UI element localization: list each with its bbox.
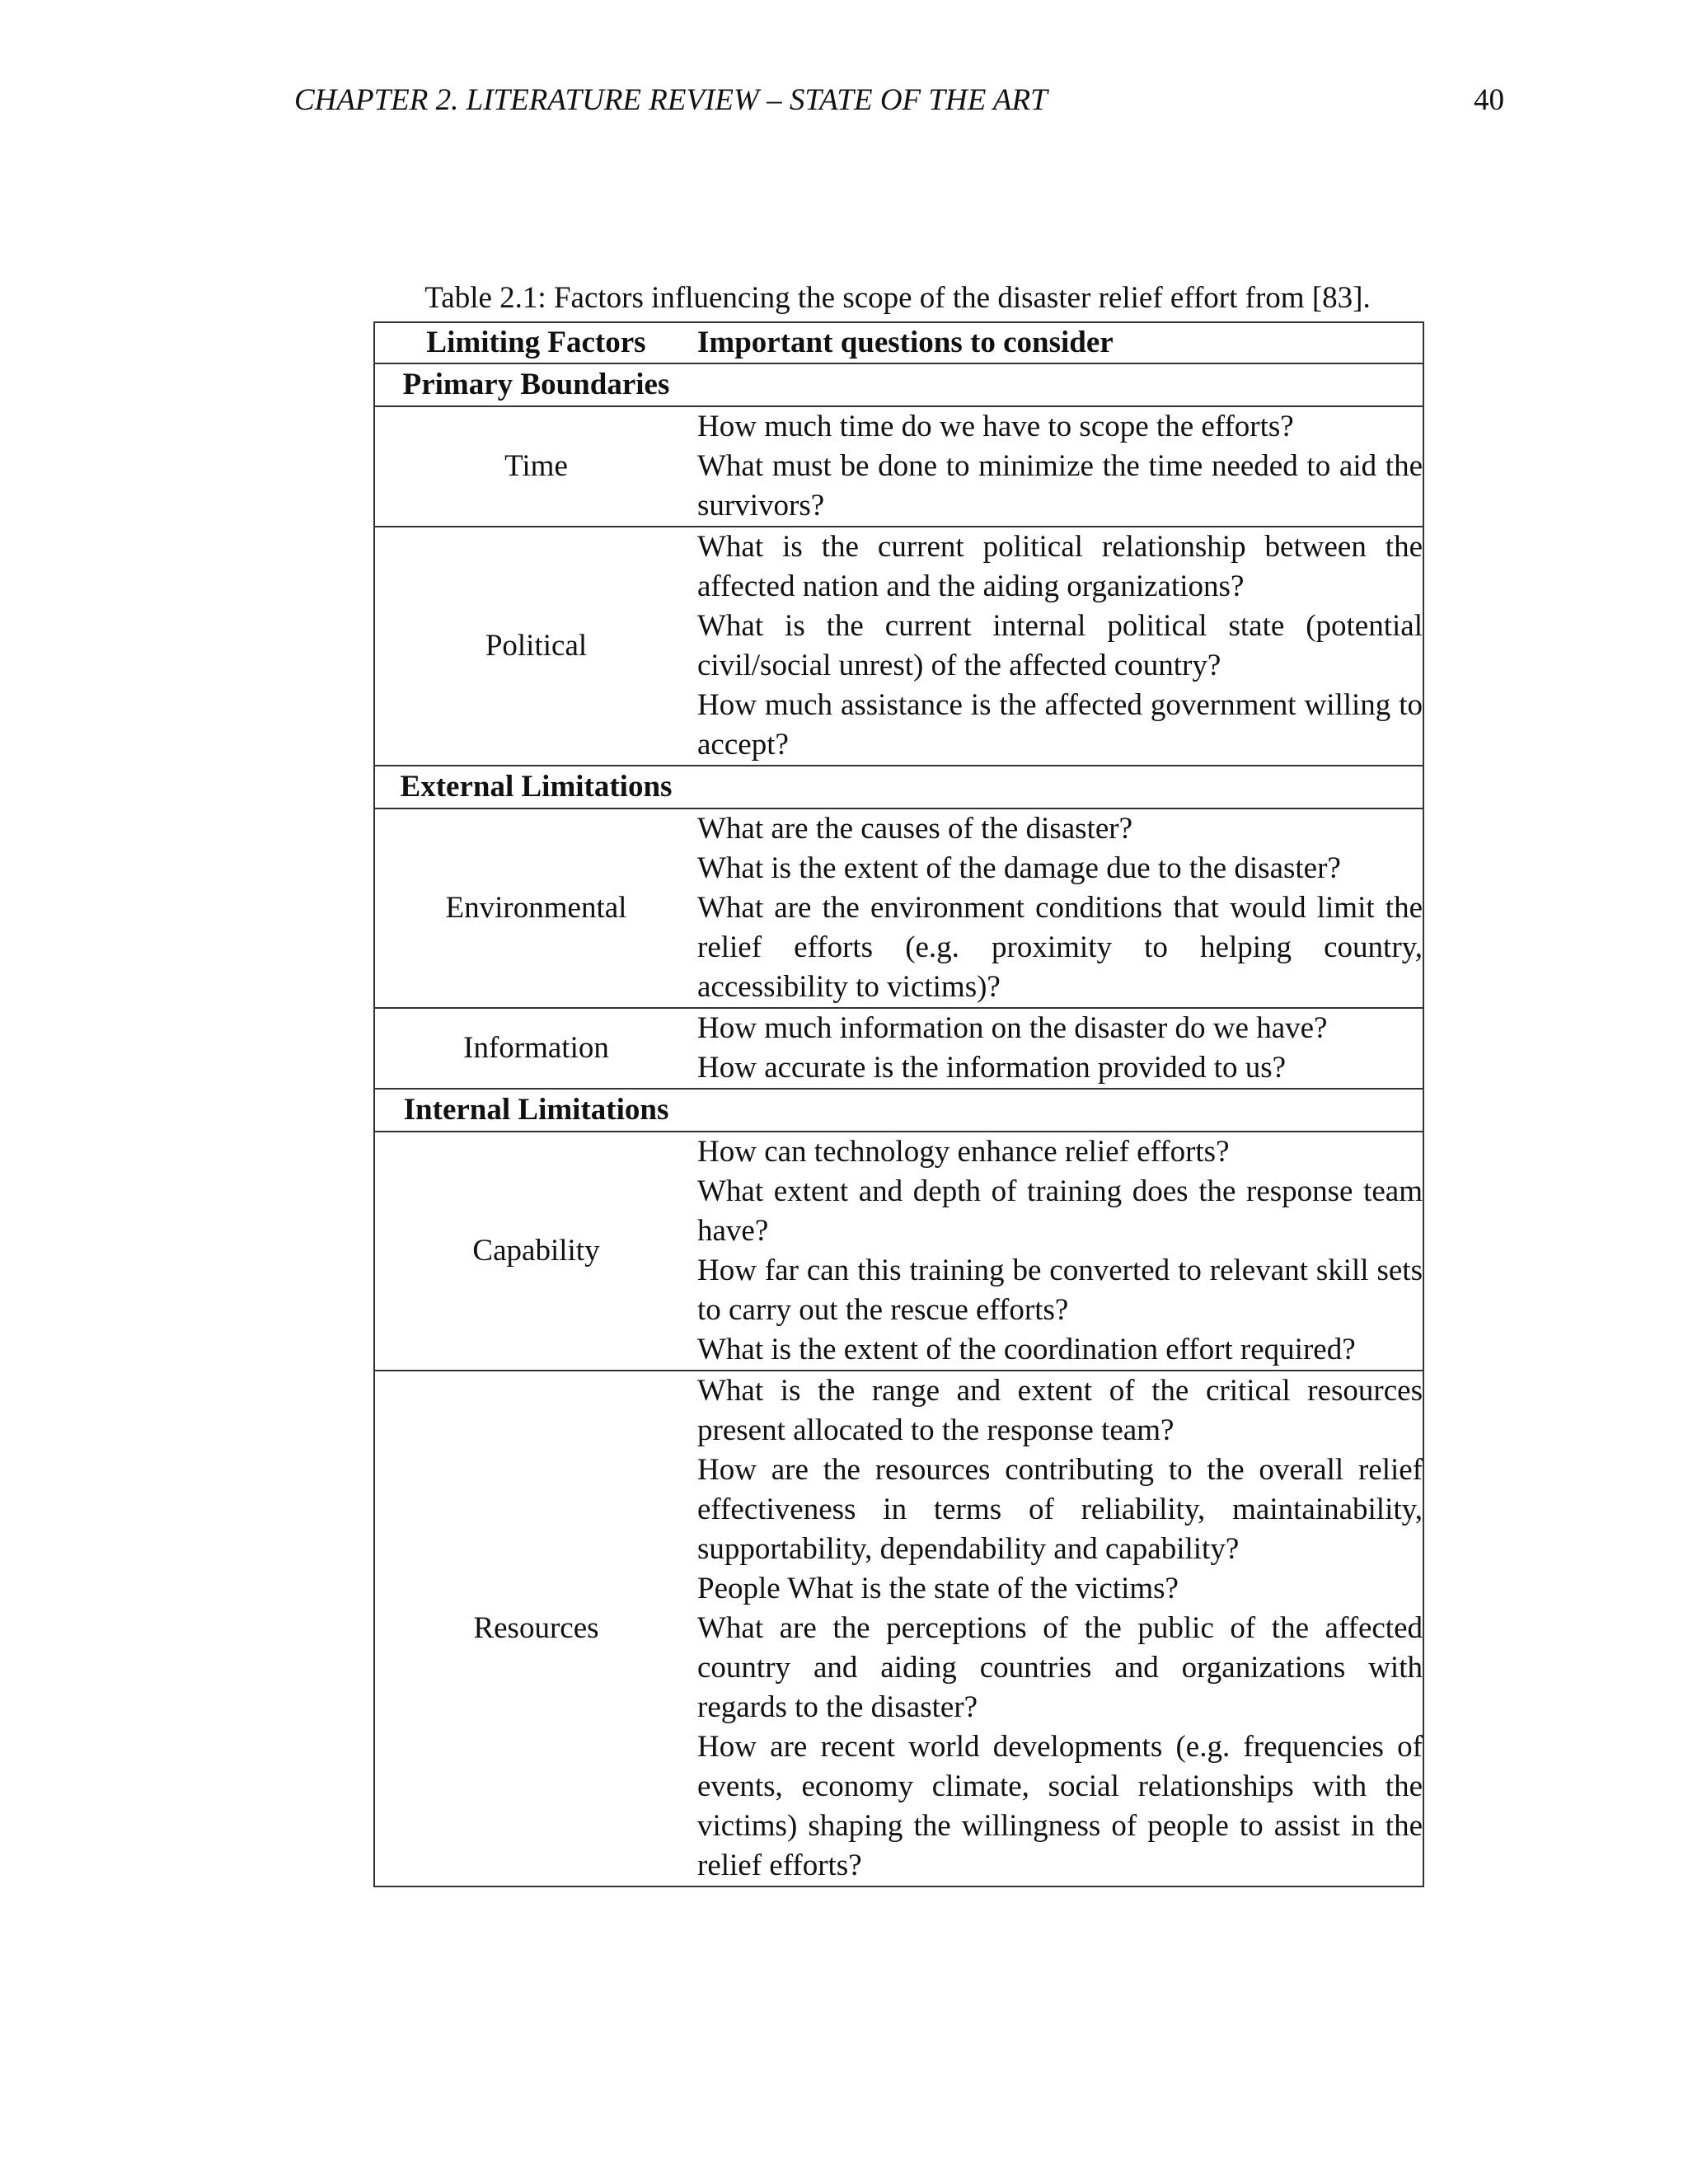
table-row — [374, 406, 1423, 527]
factor-cell: Resources — [473, 1611, 599, 1645]
question-text: People What is the state of the victims? — [697, 1572, 1179, 1605]
factor-cell: Capability — [472, 1234, 600, 1268]
factor-cell: Time — [504, 449, 568, 483]
question-text: What is the extent of the coordination effort required? — [697, 1333, 1356, 1366]
table-row — [374, 1132, 1423, 1371]
question-text: What extent and depth of training does the response team have? — [697, 1174, 1423, 1248]
table-row — [374, 808, 1423, 1008]
chapter-title: CHAPTER 2. LITERATURE REVIEW – STATE OF THE ART — [294, 83, 1048, 117]
section-title: Primary Boundaries — [402, 368, 670, 401]
question-text: How accurate is the information provided to us? — [697, 1051, 1287, 1085]
question-text: How much time do we have to scope the efforts? — [697, 410, 1294, 443]
question-text: How much assistance is the affected government willing to accept? — [697, 688, 1423, 762]
table-body — [374, 363, 1423, 1886]
question-text: What are the causes of the disaster? — [697, 812, 1133, 846]
section-empty-cell — [697, 1089, 1423, 1132]
factors-table — [373, 321, 1424, 1887]
question-text: What are the perceptions of the public of the affected country and aiding countries and organizations with regards to the disaster? — [697, 1611, 1423, 1724]
questions-cell — [697, 808, 1423, 1008]
questions-cell — [697, 1132, 1423, 1371]
question-text: What is the extent of the damage due to the disaster? — [697, 851, 1341, 885]
question-text: What is the range and extent of the critical resources present allocated to the response team? — [697, 1374, 1423, 1447]
question-text: What are the environment conditions that would limit the relief efforts (e.g. proximity to helping country, accessibility to victims)? — [697, 891, 1423, 1004]
question-text: What must be done to minimize the time needed to aid the survivors? — [697, 449, 1423, 523]
question-text: How much information on the disaster do we have? — [697, 1011, 1328, 1045]
page-number: 40 — [1474, 83, 1504, 117]
column-header-limiting-factors: Limiting Factors — [426, 326, 646, 359]
section-row — [374, 1089, 1423, 1132]
table-header-row — [374, 322, 1423, 363]
question-text: How are recent world developments (e.g. frequencies of events, economy climate, social relationships with the victims) shaping the willingness of people to assist in the relief efforts? — [697, 1730, 1423, 1882]
questions-cell — [697, 527, 1423, 766]
table-caption: Table 2.1: Factors influencing the scope of the disaster relief effort from [83]. — [424, 281, 1371, 315]
section-row — [374, 766, 1423, 808]
section-title: Internal Limitations — [403, 1093, 669, 1127]
running-header — [294, 79, 1504, 122]
table-row — [374, 527, 1423, 766]
questions-cell — [697, 1008, 1423, 1089]
section-row — [374, 363, 1423, 406]
factor-cell: Information — [463, 1031, 609, 1065]
questions-cell — [697, 406, 1423, 527]
factor-cell: Environmental — [445, 891, 627, 925]
column-header-questions: Important questions to consider — [697, 326, 1114, 359]
question-text: How are the resources contributing to the overall relief effectiveness in terms of reliability, maintainability, supportability, dependability and capability? — [697, 1453, 1423, 1566]
section-empty-cell — [697, 363, 1423, 406]
table-row — [374, 1371, 1423, 1886]
question-text: What is the current internal political state (potential civil/social unrest) of the affected country? — [697, 609, 1423, 682]
factor-cell: Political — [485, 629, 588, 663]
section-empty-cell — [697, 766, 1423, 808]
question-text: What is the current political relationship between the affected nation and the aiding organizations? — [697, 530, 1423, 603]
question-text: How far can this training be converted to relevant skill sets to carry out the rescue efforts? — [697, 1254, 1423, 1327]
question-text: How can technology enhance relief efforts? — [697, 1135, 1230, 1169]
table-row — [374, 1008, 1423, 1089]
section-title: External Limitations — [400, 770, 673, 804]
questions-cell — [697, 1371, 1423, 1886]
